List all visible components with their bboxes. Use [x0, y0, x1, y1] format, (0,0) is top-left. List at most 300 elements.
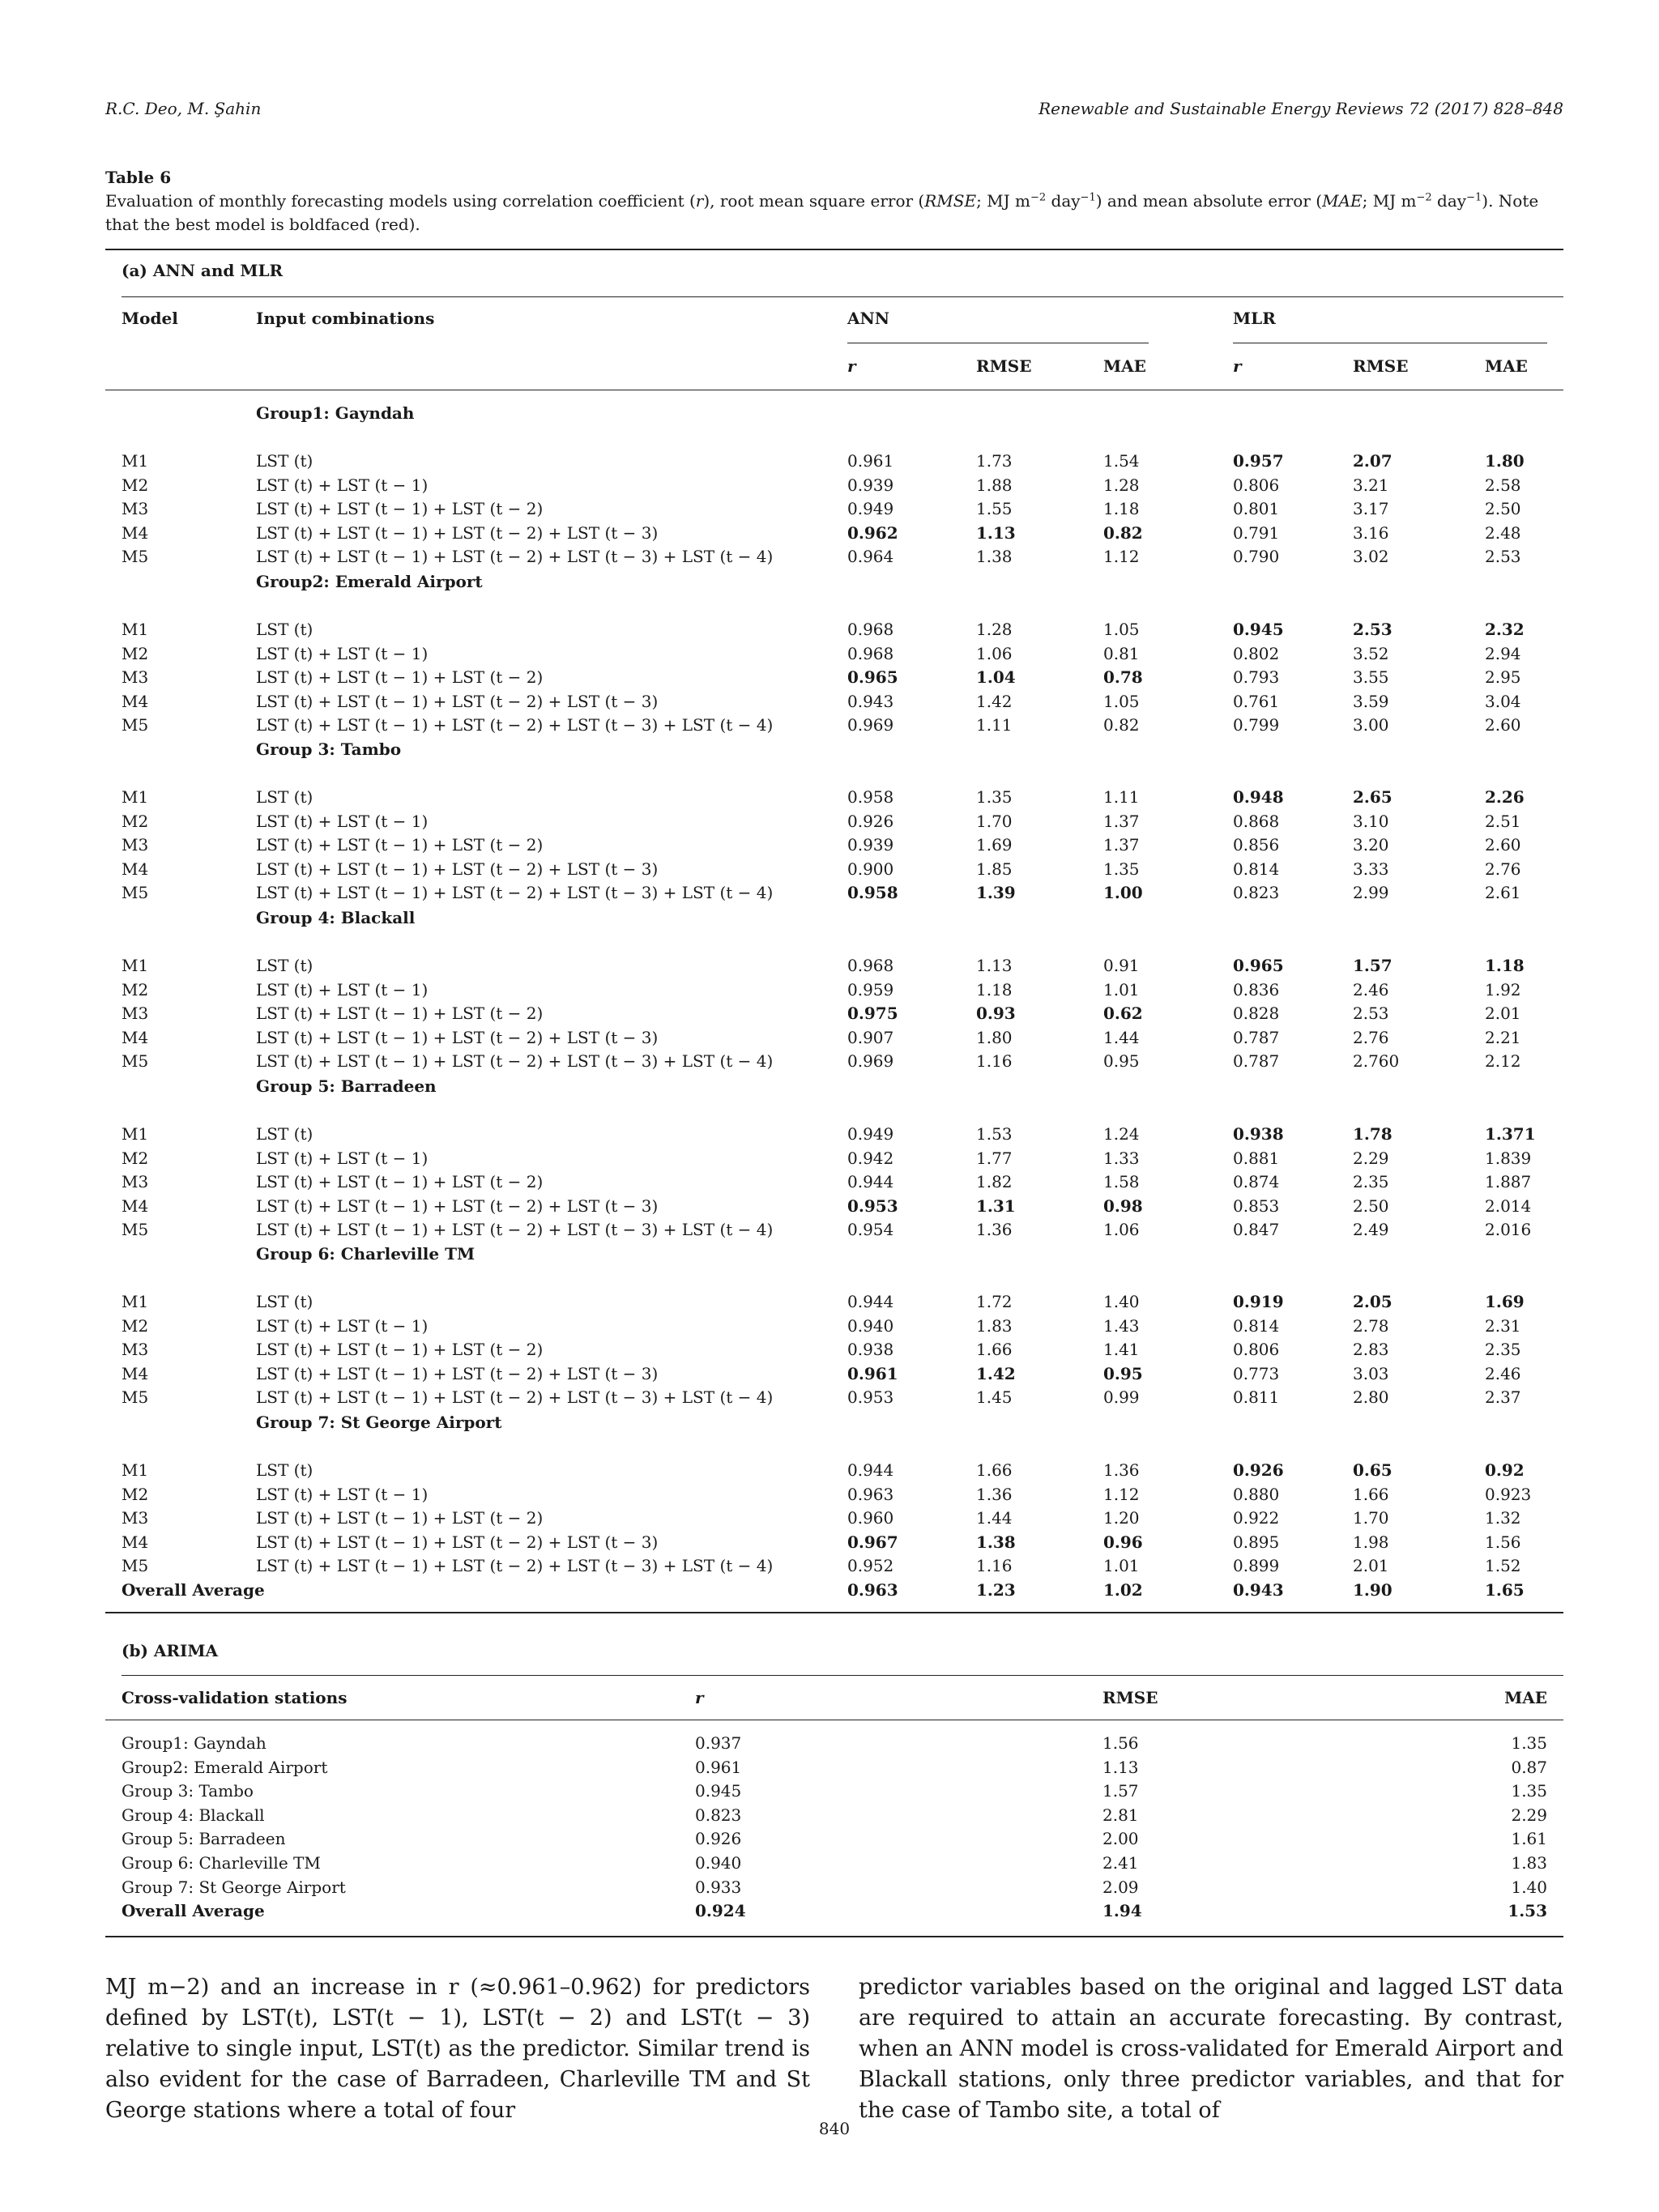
ann-mae-value: 1.11 [1103, 787, 1140, 807]
input-combination: LST (t) + LST (t − 1) [256, 1485, 429, 1504]
table-a-header-rule [122, 296, 1563, 297]
mlr-r-value: 0.787 [1233, 1051, 1280, 1071]
mlr-mae-value: 2.61 [1485, 883, 1521, 902]
ann-r-value: 0.926 [847, 812, 894, 831]
mlr-mae-value: 2.58 [1485, 475, 1521, 495]
ann-r-value: 0.958 [847, 883, 898, 902]
group-label: Group2: Emerald Airport [256, 572, 483, 591]
input-combination: LST (t) [256, 1460, 313, 1480]
ann-r-value: 0.961 [847, 1364, 898, 1383]
table-a-title: (a) ANN and MLR [122, 261, 284, 280]
station-name: Group 7: St George Airport [122, 1877, 346, 1897]
arima-r-value: 0.926 [695, 1829, 742, 1848]
mlr-rmse-value: 2.05 [1353, 1292, 1392, 1311]
mlr-r-value: 0.957 [1233, 451, 1284, 471]
input-combination: LST (t) + LST (t − 1) + LST (t − 2) + LST (t − 3) [256, 1028, 659, 1047]
mlr-r-value: 0.773 [1233, 1364, 1280, 1383]
ann-rmse-value: 1.53 [976, 1124, 1013, 1144]
body-text-right-column: predictor variables based on the original and lagged LST data are required to attain an accurate forecasting. By contrast, when an ANN model is cross-validated for Emerald Airport and Blackall stations, only three predictor variables, and that for the case of Tambo site, a total of [859, 1975, 1563, 2123]
ann-r-value: 0.962 [847, 523, 898, 543]
ann-rmse-value: 1.66 [976, 1460, 1013, 1480]
mlr-r-value: 0.761 [1233, 692, 1280, 711]
mlr-rmse-value: 1.66 [1353, 1485, 1389, 1504]
ann-r-value: 0.900 [847, 859, 894, 879]
ann-rmse-value: 1.06 [976, 644, 1013, 663]
mlr-rmse-value: 2.35 [1353, 1172, 1389, 1191]
model-id: M5 [122, 547, 149, 566]
ann-r-value: 0.939 [847, 835, 894, 855]
ann-r-value: 0.965 [847, 667, 898, 687]
arima-mae-value: 1.35 [1511, 1781, 1547, 1801]
mlr-rmse-value: 2.29 [1353, 1149, 1389, 1168]
ann-mae-value: 1.12 [1103, 1485, 1140, 1504]
ann-r-value: 0.961 [847, 451, 894, 471]
body-text-left-column: MJ m−2) and an increase in r (≈0.961–0.962) for predictors defined by LST(t), LST(t − 1), LST(t − 2) and LST(t − 3) relative to single input, LST(t) as the predictor. Similar trend is also evident for the case of Barradeen, Charleville TM and St George stations where a total of four [105, 1975, 810, 2123]
ann-mae-value: 0.82 [1103, 715, 1140, 735]
input-combination: LST (t) + LST (t − 1) + LST (t − 2) + LST (t − 3) + LST (t − 4) [256, 1387, 774, 1407]
input-combination: LST (t) [256, 787, 313, 807]
ann-r-value: 0.938 [847, 1340, 894, 1359]
mlr-mae-value: 0.923 [1485, 1485, 1532, 1504]
ann-mae-value: 1.12 [1103, 547, 1140, 566]
model-id: M3 [122, 835, 149, 855]
mlr-r-value: 0.945 [1233, 620, 1284, 639]
mlr-r-value: 0.847 [1233, 1220, 1280, 1239]
mlr-mae-value: 2.35 [1485, 1340, 1521, 1359]
mlr-rmse-value: 2.50 [1353, 1196, 1389, 1216]
mlr-rmse-value: 2.49 [1353, 1220, 1389, 1239]
mlr-rmse-value: 0.65 [1353, 1460, 1392, 1480]
overall-mlr-r: 0.943 [1233, 1580, 1284, 1600]
model-id: M1 [122, 1292, 149, 1311]
arima-rmse-value: 2.41 [1102, 1853, 1139, 1873]
overall-mlr-mae: 1.65 [1485, 1580, 1525, 1600]
mlr-rmse-value: 3.03 [1353, 1364, 1389, 1383]
mlr-rmse-header: RMSE [1353, 356, 1409, 376]
mlr-mae-value: 1.80 [1485, 451, 1525, 471]
caption-text: Evaluation of monthly forecasting models using correlation coefficient (r), root mean square error (RMSE; MJ $m^{-2}$ day$^{-1}$) and mean absolute error (MAE; MJ $m^{-2}$ day$^{-1}$). Note that the best model is boldfaced (red). [105, 191, 1539, 234]
input-combination: LST (t) [256, 1124, 313, 1144]
col-model-header: Model [122, 309, 178, 328]
input-combination: LST (t) + LST (t − 1) + LST (t − 2) [256, 499, 544, 518]
mlr-rmse-value: 3.16 [1353, 523, 1389, 543]
mlr-r-value: 0.926 [1233, 1460, 1284, 1480]
group-label: Group 5: Barradeen [256, 1076, 437, 1096]
input-combination: LST (t) [256, 1292, 313, 1311]
ann-rmse-value: 1.36 [976, 1485, 1013, 1504]
mlr-r-value: 0.919 [1233, 1292, 1284, 1311]
col-mae-header: MAE [1504, 1688, 1547, 1707]
mlr-r-value: 0.823 [1233, 883, 1280, 902]
ann-mae-value: 1.33 [1103, 1149, 1140, 1168]
mlr-r-value: 0.802 [1233, 644, 1280, 663]
mlr-rmse-value: 3.21 [1353, 475, 1389, 495]
arima-r-value: 0.924 [695, 1901, 746, 1920]
overall-ann-rmse: 1.23 [976, 1580, 1016, 1600]
mlr-rmse-value: 2.76 [1353, 1028, 1389, 1047]
mlr-mae-value: 1.69 [1485, 1292, 1525, 1311]
ann-r-value: 0.964 [847, 547, 894, 566]
col-ann-header: ANN [847, 309, 890, 328]
ann-r-value: 0.944 [847, 1460, 894, 1480]
mlr-rmse-value: 3.10 [1353, 812, 1389, 831]
mlr-mae-value: 0.92 [1485, 1460, 1525, 1480]
ann-rmse-value: 1.45 [976, 1387, 1013, 1407]
mlr-rmse-value: 1.57 [1353, 956, 1392, 975]
mlr-r-value: 0.880 [1233, 1485, 1280, 1504]
mlr-r-value: 0.814 [1233, 859, 1280, 879]
mlr-rmse-value: 2.760 [1353, 1051, 1400, 1071]
arima-mae-value: 0.87 [1511, 1758, 1547, 1777]
input-combination: LST (t) + LST (t − 1) [256, 1316, 429, 1336]
ann-rmse-value: 1.11 [976, 715, 1013, 735]
mlr-r-value: 0.856 [1233, 835, 1280, 855]
model-id: M1 [122, 620, 149, 639]
ann-rmse-value: 1.18 [976, 980, 1013, 999]
ann-mae-value: 1.01 [1103, 1556, 1140, 1575]
ann-mae-value: 1.28 [1103, 475, 1140, 495]
mlr-mae-value: 1.839 [1485, 1149, 1532, 1168]
station-name: Group 5: Barradeen [122, 1829, 286, 1848]
overall-ann-r: 0.963 [847, 1580, 898, 1600]
mlr-rmse-value: 3.17 [1353, 499, 1389, 518]
model-id: M1 [122, 956, 149, 975]
mlr-rmse-value: 2.80 [1353, 1387, 1389, 1407]
group-label: Group 7: St George Airport [256, 1413, 502, 1432]
ann-r-value: 0.954 [847, 1220, 894, 1239]
input-combination: LST (t) + LST (t − 1) + LST (t − 2) + LST (t − 3) + LST (t − 4) [256, 547, 774, 566]
mlr-mae-value: 1.887 [1485, 1172, 1532, 1191]
mlr-mae-value: 2.37 [1485, 1387, 1521, 1407]
arima-mae-value: 1.53 [1508, 1901, 1547, 1920]
ann-r-value: 0.943 [847, 692, 894, 711]
model-id: M2 [122, 475, 149, 495]
mlr-mae-value: 2.95 [1485, 667, 1521, 687]
ann-mae-value: 1.05 [1103, 620, 1140, 639]
arima-mae-value: 1.61 [1511, 1829, 1547, 1848]
mlr-rmse-value: 2.83 [1353, 1340, 1389, 1359]
mlr-mae-value: 2.016 [1485, 1220, 1532, 1239]
input-combination: LST (t) + LST (t − 1) + LST (t − 2) + LST (t − 3) + LST (t − 4) [256, 1051, 774, 1071]
mlr-mae-header: MAE [1485, 356, 1528, 376]
arima-rmse-value: 2.00 [1102, 1829, 1139, 1848]
ann-rmse-value: 1.80 [976, 1028, 1013, 1047]
model-id: M4 [122, 1532, 149, 1552]
ann-mae-value: 0.91 [1103, 956, 1140, 975]
station-name: Group 4: Blackall [122, 1805, 265, 1825]
ann-rmse-value: 1.70 [976, 812, 1013, 831]
ann-rmse-value: 1.35 [976, 787, 1013, 807]
model-id: M5 [122, 1556, 149, 1575]
model-id: M3 [122, 499, 149, 518]
group-label: Group 6: Charleville TM [256, 1244, 476, 1264]
ann-rmse-value: 1.42 [976, 1364, 1016, 1383]
mlr-rmse-value: 1.98 [1353, 1532, 1389, 1552]
ann-rmse-value: 0.93 [976, 1004, 1016, 1023]
mlr-rmse-value: 3.55 [1353, 667, 1389, 687]
ann-mae-value: 0.99 [1103, 1387, 1140, 1407]
arima-rmse-value: 2.09 [1102, 1877, 1139, 1897]
ann-r-value: 0.975 [847, 1004, 898, 1023]
model-id: M4 [122, 1196, 149, 1216]
model-id: M1 [122, 451, 149, 471]
mlr-mae-value: 2.48 [1485, 523, 1521, 543]
ann-mae-value: 0.95 [1103, 1364, 1143, 1383]
ann-rmse-value: 1.13 [976, 956, 1013, 975]
input-combination: LST (t) + LST (t − 1) [256, 1149, 429, 1168]
ann-r-value: 0.959 [847, 980, 894, 999]
input-combination: LST (t) + LST (t − 1) + LST (t − 2) [256, 1340, 544, 1359]
ann-mae-value: 1.41 [1103, 1340, 1140, 1359]
model-id: M2 [122, 1149, 149, 1168]
input-combination: LST (t) + LST (t − 1) + LST (t − 2) + LST (t − 3) [256, 1364, 659, 1383]
ann-rmse-value: 1.72 [976, 1292, 1013, 1311]
arima-rmse-value: 1.57 [1102, 1781, 1139, 1801]
arima-r-value: 0.933 [695, 1877, 742, 1897]
model-id: M1 [122, 1460, 149, 1480]
ann-r-value: 0.968 [847, 620, 894, 639]
col-rmse-header: RMSE [1102, 1688, 1158, 1707]
model-id: M3 [122, 1340, 149, 1359]
model-id: M5 [122, 1051, 149, 1071]
mlr-mae-value: 2.46 [1485, 1364, 1521, 1383]
input-combination: LST (t) [256, 451, 313, 471]
col-r-header: r [695, 1688, 704, 1707]
ann-r-value: 0.969 [847, 715, 894, 735]
ann-rmse-value: 1.69 [976, 835, 1013, 855]
mlr-mae-value: 1.92 [1485, 980, 1521, 999]
mlr-mae-value: 2.76 [1485, 859, 1521, 879]
ann-r-value: 0.953 [847, 1196, 898, 1216]
input-combination: LST (t) + LST (t − 1) + LST (t − 2) [256, 1508, 544, 1528]
ann-rmse-value: 1.31 [976, 1196, 1016, 1216]
ann-mae-value: 0.62 [1103, 1004, 1143, 1023]
authors: R.C. Deo, M. Şahin [105, 99, 262, 118]
mlr-rmse-value: 2.46 [1353, 980, 1389, 999]
arima-rmse-value: 1.13 [1102, 1758, 1139, 1777]
model-id: M2 [122, 812, 149, 831]
input-combination: LST (t) + LST (t − 1) + LST (t − 2) + LST (t − 3) [256, 1196, 659, 1216]
ann-rmse-value: 1.85 [976, 859, 1013, 879]
table-a-top-rule [105, 249, 1563, 250]
station-name: Group 3: Tambo [122, 1781, 254, 1801]
ann-mae-value: 0.78 [1103, 667, 1143, 687]
mlr-r-value: 0.899 [1233, 1556, 1280, 1575]
station-name: Group2: Emerald Airport [122, 1758, 328, 1777]
input-combination: LST (t) + LST (t − 1) + LST (t − 2) + LST (t − 3) [256, 523, 659, 543]
mlr-rmse-value: 2.53 [1353, 1004, 1389, 1023]
mlr-mae-value: 1.32 [1485, 1508, 1521, 1528]
input-combination: LST (t) + LST (t − 1) [256, 644, 429, 663]
ann-rmse-value: 1.82 [976, 1172, 1013, 1191]
mlr-r-value: 0.965 [1233, 956, 1284, 975]
page-number: 840 [818, 2119, 851, 2138]
mlr-mae-value: 2.26 [1485, 787, 1525, 807]
overall-average-label: Overall Average [122, 1901, 265, 1920]
ann-r-value: 0.939 [847, 475, 894, 495]
ann-rmse-value: 1.13 [976, 523, 1016, 543]
ann-r-value: 0.968 [847, 644, 894, 663]
mlr-r-value: 0.793 [1233, 667, 1280, 687]
overall-average-label: Overall Average [122, 1580, 265, 1600]
mlr-mae-value: 2.32 [1485, 620, 1525, 639]
ann-r-value: 0.960 [847, 1508, 894, 1528]
mlr-r-value: 0.828 [1233, 1004, 1280, 1023]
mlr-mae-value: 1.371 [1485, 1124, 1536, 1144]
model-id: M1 [122, 787, 149, 807]
ann-mae-value: 1.06 [1103, 1220, 1140, 1239]
ann-mae-value: 1.05 [1103, 692, 1140, 711]
input-combination: LST (t) + LST (t − 1) + LST (t − 2) + LST (t − 3) + LST (t − 4) [256, 883, 774, 902]
arima-rmse-value: 1.94 [1102, 1901, 1142, 1920]
mlr-mae-value: 2.94 [1485, 644, 1521, 663]
input-combination: LST (t) + LST (t − 1) + LST (t − 2) + LST (t − 3) + LST (t − 4) [256, 715, 774, 735]
mlr-r-value: 0.806 [1233, 1340, 1280, 1359]
mlr-rmse-value: 1.78 [1353, 1124, 1392, 1144]
mlr-rmse-value: 2.53 [1353, 620, 1392, 639]
model-id: M4 [122, 1028, 149, 1047]
ann-rmse-value: 1.77 [976, 1149, 1013, 1168]
model-id: M3 [122, 1172, 149, 1191]
station-name: Group1: Gayndah [122, 1733, 267, 1753]
mlr-mae-value: 1.18 [1485, 956, 1525, 975]
table-label: Table 6 [105, 168, 172, 187]
model-id: M4 [122, 692, 149, 711]
ann-mae-value: 1.40 [1103, 1292, 1140, 1311]
input-combination: LST (t) + LST (t − 1) [256, 812, 429, 831]
input-combination: LST (t) + LST (t − 1) + LST (t − 2) [256, 667, 544, 687]
model-id: M5 [122, 1220, 149, 1239]
mlr-rmse-value: 3.02 [1353, 547, 1389, 566]
mlr-mae-value: 2.014 [1485, 1196, 1532, 1216]
mlr-mae-value: 1.56 [1485, 1532, 1521, 1552]
arima-mae-value: 1.83 [1511, 1853, 1547, 1873]
ann-r-value: 0.944 [847, 1292, 894, 1311]
ann-mae-value: 1.35 [1103, 859, 1140, 879]
ann-rmse-value: 1.39 [976, 883, 1016, 902]
input-combination: LST (t) + LST (t − 1) + LST (t − 2) [256, 835, 544, 855]
ann-r-value: 0.968 [847, 956, 894, 975]
mlr-r-value: 0.881 [1233, 1149, 1280, 1168]
mlr-r-value: 0.799 [1233, 715, 1280, 735]
mlr-r-value: 0.806 [1233, 475, 1280, 495]
model-id: M5 [122, 883, 149, 902]
table-a-bottom-rule [105, 1612, 1563, 1613]
col-station-header: Cross-validation stations [122, 1688, 348, 1707]
mlr-r-value: 0.948 [1233, 787, 1284, 807]
mlr-r-value: 0.853 [1233, 1196, 1280, 1216]
ann-mae-value: 0.95 [1103, 1051, 1140, 1071]
mlr-mae-value: 2.60 [1485, 835, 1521, 855]
model-id: M3 [122, 1508, 149, 1528]
model-id: M4 [122, 1364, 149, 1383]
ann-r-value: 0.969 [847, 1051, 894, 1071]
ann-mae-value: 1.00 [1103, 883, 1143, 902]
model-id: M3 [122, 667, 149, 687]
model-id: M1 [122, 1124, 149, 1144]
input-combination: LST (t) [256, 620, 313, 639]
ann-mae-value: 1.36 [1103, 1460, 1140, 1480]
ann-rmse-value: 1.28 [976, 620, 1013, 639]
ann-mae-value: 1.37 [1103, 812, 1140, 831]
mlr-mae-value: 2.53 [1485, 547, 1521, 566]
mlr-r-value: 0.814 [1233, 1316, 1280, 1336]
ann-r-value: 0.952 [847, 1556, 894, 1575]
mlr-mae-value: 2.50 [1485, 499, 1521, 518]
overall-ann-mae: 1.02 [1103, 1580, 1143, 1600]
station-name: Group 6: Charleville TM [122, 1853, 321, 1873]
mlr-rmse-value: 3.20 [1353, 835, 1389, 855]
arima-r-value: 0.945 [695, 1781, 742, 1801]
mlr-r-value: 0.811 [1233, 1387, 1280, 1407]
mlr-mae-value: 2.21 [1485, 1028, 1521, 1047]
ann-r-value: 0.944 [847, 1172, 894, 1191]
arima-r-value: 0.961 [695, 1758, 742, 1777]
ann-rmse-value: 1.04 [976, 667, 1016, 687]
mlr-r-value: 0.787 [1233, 1028, 1280, 1047]
ann-rmse-value: 1.88 [976, 475, 1013, 495]
mlr-rmse-value: 2.01 [1353, 1556, 1389, 1575]
input-combination: LST (t) + LST (t − 1) [256, 980, 429, 999]
arima-r-value: 0.940 [695, 1853, 742, 1873]
mlr-mae-value: 2.31 [1485, 1316, 1521, 1336]
input-combination: LST (t) [256, 956, 313, 975]
input-combination: LST (t) + LST (t − 1) + LST (t − 2) [256, 1004, 544, 1023]
col-inputs-header: Input combinations [256, 309, 435, 328]
model-id: M2 [122, 644, 149, 663]
arima-mae-value: 2.29 [1511, 1805, 1547, 1825]
ann-rmse-value: 1.16 [976, 1556, 1013, 1575]
arima-r-value: 0.937 [695, 1733, 742, 1753]
model-id: M2 [122, 1316, 149, 1336]
model-id: M5 [122, 715, 149, 735]
table-b-bottom-rule [105, 1936, 1563, 1937]
ann-mae-value: 0.81 [1103, 644, 1140, 663]
ann-r-value: 0.907 [847, 1028, 894, 1047]
ann-mae-header: MAE [1103, 356, 1146, 376]
arima-mae-value: 1.40 [1511, 1877, 1547, 1897]
overall-mlr-rmse: 1.90 [1353, 1580, 1392, 1600]
mlr-r-value: 0.790 [1233, 547, 1280, 566]
model-id: M4 [122, 859, 149, 879]
ann-mae-value: 0.82 [1103, 523, 1143, 543]
ann-r-value: 0.942 [847, 1149, 894, 1168]
mlr-rmse-value: 3.52 [1353, 644, 1389, 663]
mlr-rmse-value: 2.99 [1353, 883, 1389, 902]
ann-mae-value: 0.96 [1103, 1532, 1143, 1552]
ann-rmse-value: 1.38 [976, 1532, 1016, 1552]
ann-mae-value: 1.43 [1103, 1316, 1140, 1336]
table-caption [105, 166, 1563, 237]
input-combination: LST (t) + LST (t − 1) + LST (t − 2) + LST (t − 3) [256, 1532, 659, 1552]
group-label: Group 3: Tambo [256, 739, 402, 759]
arima-rmse-value: 1.56 [1102, 1733, 1139, 1753]
ann-rmse-value: 1.55 [976, 499, 1013, 518]
input-combination: LST (t) + LST (t − 1) + LST (t − 2) + LST (t − 3) [256, 859, 659, 879]
ann-r-value: 0.953 [847, 1387, 894, 1407]
table-b-title: (b) ARIMA [122, 1641, 219, 1660]
input-combination: LST (t) + LST (t − 1) + LST (t − 2) + LST (t − 3) + LST (t − 4) [256, 1220, 774, 1239]
mlr-rmse-value: 1.70 [1353, 1508, 1389, 1528]
mlr-mae-value: 1.52 [1485, 1556, 1521, 1575]
ann-rmse-value: 1.83 [976, 1316, 1013, 1336]
ann-r-header: r [847, 356, 856, 376]
ann-rmse-value: 1.16 [976, 1051, 1013, 1071]
arima-r-value: 0.823 [695, 1805, 742, 1825]
journal-citation: Renewable and Sustainable Energy Reviews 72 (2017) 828–848 [1038, 99, 1563, 118]
ann-rmse-value: 1.44 [976, 1508, 1013, 1528]
ann-mae-value: 1.20 [1103, 1508, 1140, 1528]
